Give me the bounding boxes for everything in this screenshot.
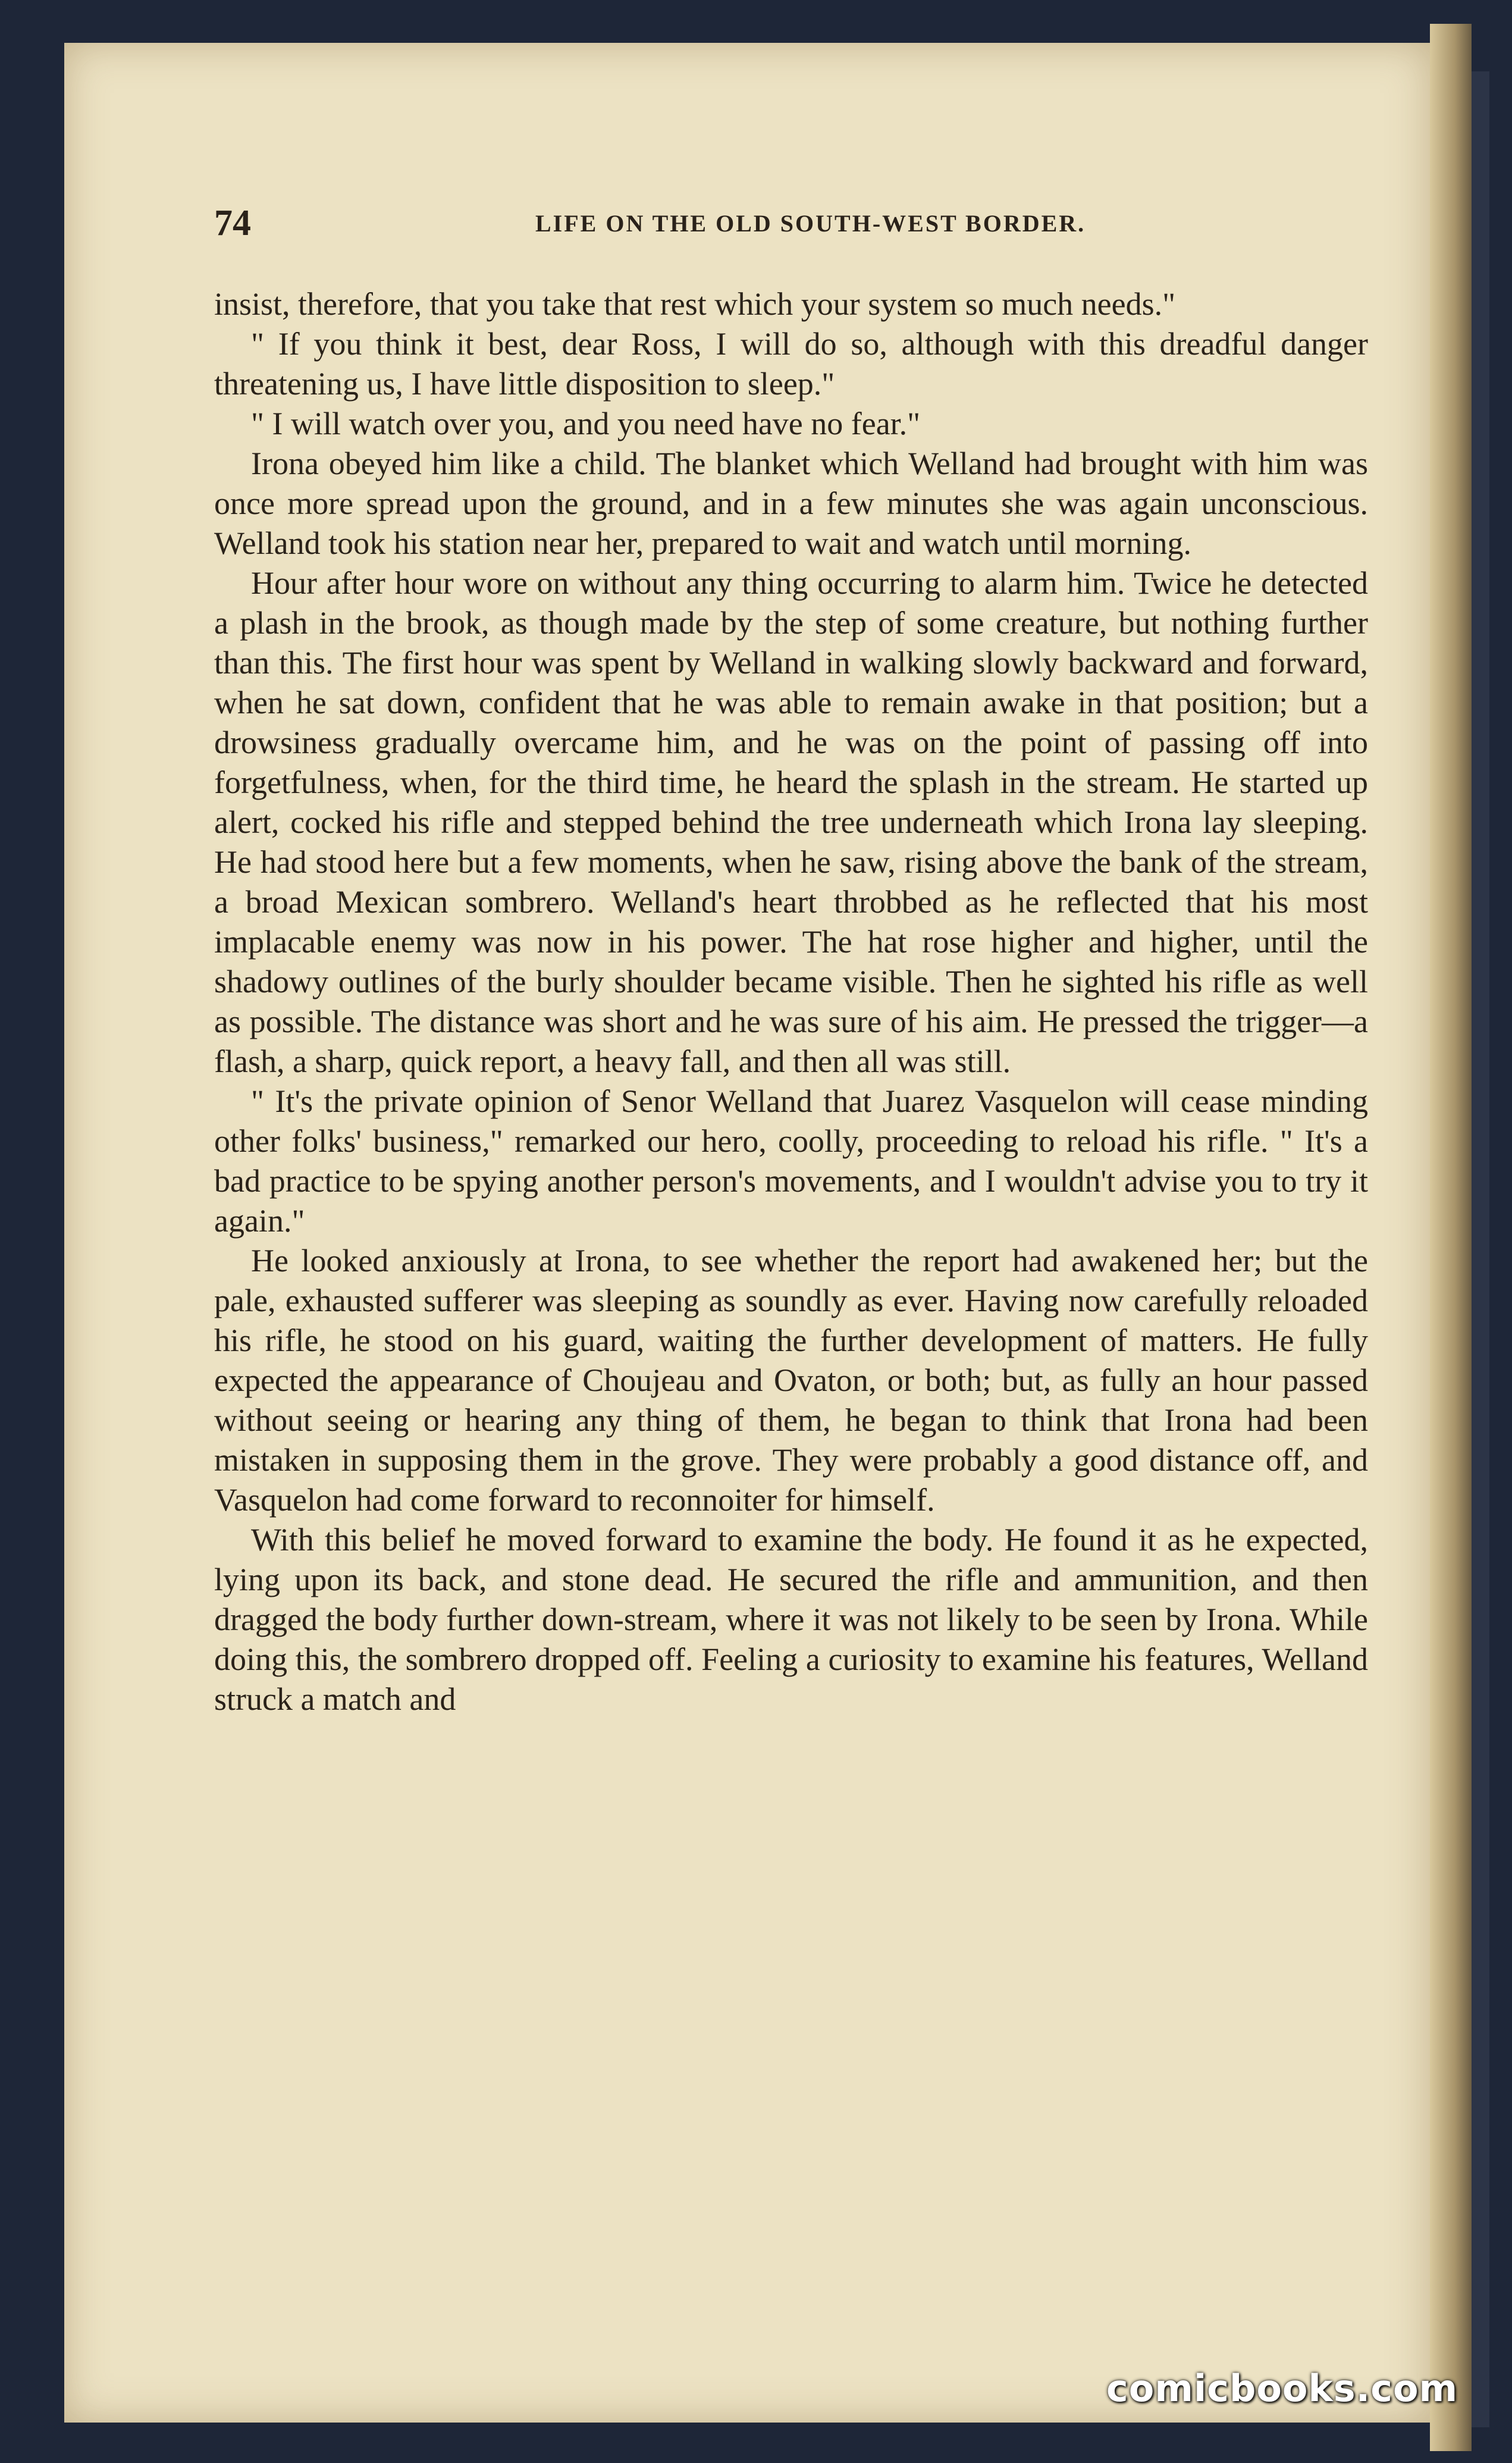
page-edge (1472, 71, 1489, 2427)
page-header (214, 202, 1374, 256)
paragraph: Irona obeyed him like a child. The blanket which Welland had brought with him was once more spread upon the ground, and in a few minutes she was again unconscious. Welland took his station near her, prepared to wait and watch until morning. (214, 446, 1368, 561)
paragraph: insist, therefore, that you take that rest which your system so much needs." (214, 286, 1176, 322)
paragraph: With this belief he moved forward to examine the body. He found it as he expected, lying upon its back, and stone dead. He secured the rifle and ammunition, and then dragged the body further down-stream, where it was not likely to be seen by Irona. While doing this, the sombrero dropped off. Feeling a curiosity to examine his features, Welland struck a match and (214, 1522, 1368, 1717)
paragraph: Hour after hour wore on without any thing occurring to alarm him. Twice he detected a plash in the brook, as though made by the step of some creature, but nothing further than this. The first hour was spent by Welland in walking slowly backward and forward, when he sat down, confident that he was able to remain awake in that position; but a drowsiness gradually overcame him, and he was on the point of passing off into forgetfulness, when, for the third time, he heard the splash in the stream. He started up alert, cocked his rifle and stepped behind the tree underneath which Irona lay sleeping. He had stood here but a few moments, when he saw, rising above the bank of the stream, a broad Mexican sombrero. Welland's heart throbbed as he reflected that his most implacable enemy was now in his power. The hat rose higher and higher, until the shadowy outlines of the burly shoulder became visible. Then he sighted his rifle as well as possible. The distance was short and he was sure of his aim. He pressed the trigger—a flash, a sharp, quick report, a heavy fall, and then all was still. (214, 565, 1368, 1079)
paragraph: " If you think it best, dear Ross, I will do so, although with this dreadful danger threatening us, I have little disposition to sleep." (214, 326, 1368, 402)
page-number: 74 (214, 203, 251, 243)
running-head: LIFE ON THE OLD SOUTH-WEST BORDER. (535, 210, 1086, 237)
page-body (214, 284, 1368, 1719)
paragraph: " I will watch over you, and you need have no fear." (251, 406, 921, 441)
book-spine (1430, 24, 1472, 2451)
watermark: comicbooks.com (1106, 2367, 1458, 2410)
paragraph: He looked anxiously at Irona, to see whether the report had awakened her; but the pale, exhausted sufferer was sleeping as soundly as ever. Having now carefully reloaded his rifle, he stood on his guard, waiting the further development of matters. He fully expected the appearance of Choujeau and Ovaton, or both; but, as fully an hour passed without seeing or hearing any thing of them, he began to think that Irona had been mistaken in supposing them in the grove. They were probably a good distance off, and Vasquelon had come forward to reconnoiter for himself. (214, 1243, 1368, 1518)
paragraph: " It's the private opinion of Senor Welland that Juarez Vasquelon will cease minding other folks' business," remarked our hero, coolly, proceeding to reload his rifle. " It's a bad practice to be spying another person's movements, and I wouldn't advise you to try it again." (214, 1083, 1368, 1239)
